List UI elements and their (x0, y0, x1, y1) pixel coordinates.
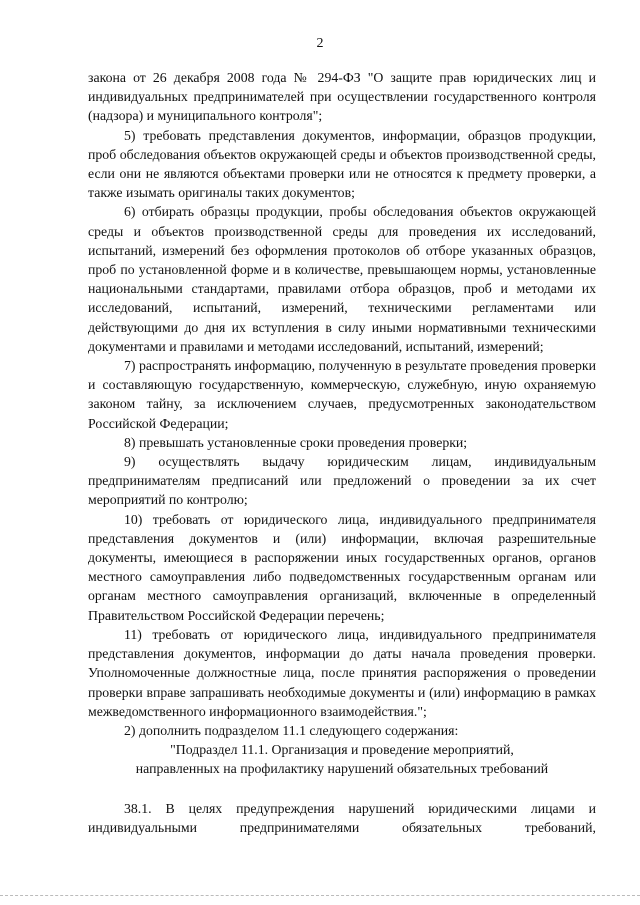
paragraph-item-6: 6) отбирать образцы продукции, пробы обследования объектов окружающей среды и объектов производственной среды для проведения их исследований, испытаний, измерений без оформления протоколов об отборе указанных образцов, проб по установленной форме и в количестве, превышающем нормы, установленные национальными стандартами, правилами отбора образцов, проб и методами их исследований, испытаний, измерений, техническими регламентами или действующими до дня их вступления в силу иными нормативными техническими документами и правилами и методами исследований, испытаний, измерений; (88, 204, 596, 354)
paragraph-item-5: 5) требовать представления документов, информации, образцов продукции, проб обследования объектов окружающей среды и объектов производственной среды, если они не являются объектами проверки или не относятся к предмету проверки, а также изымать оригиналы таких документов; (88, 127, 596, 201)
paragraph-38-1: 38.1. В целях предупреждения нарушений юридическими лицами и индивидуальными предпринимателями обязательных требований, (88, 800, 596, 835)
subsection-heading-line-1: "Подраздел 11.1. Организация и проведение мероприятий, (170, 742, 514, 758)
paragraph-amendment-2: 2) дополнить подразделом 11.1 следующего содержания: (124, 722, 459, 738)
document-body (88, 68, 596, 837)
page-bottom-divider (0, 895, 640, 897)
paragraph-item-11: 11) требовать от юридического лица, индивидуального предпринимателя представления документов, информации до даты начала проведения проверки. Уполномоченные должностные лица, после принятия распоряжения о проведении проверки вправе запрашивать необходимые документы и (или) информацию в рамках межведомственного информационного взаимодействия."; (88, 626, 596, 719)
paragraph-item-10: 10) требовать от юридического лица, индивидуального предпринимателя представления документов и (или) информации, включая разрешительные документы, имеющиеся в распоряжении иных государственных органов, органов местного самоуправления либо подведомственных государственным органам или органам местного самоуправления организаций, включенные в определенный Правительством Российской Федерации перечень; (88, 511, 596, 623)
paragraph-item-9: 9) осуществлять выдачу юридическим лицам, индивидуальным предпринимателям предписаний или предложений о проведении за их счет мероприятий по контролю; (88, 454, 596, 508)
page-number: 2 (316, 36, 324, 51)
paragraph-law-reference: закона от 26 декабря 2008 года № 294-ФЗ "О защите прав юридических лиц и индивидуальных предпринимателей при осуществлении государственного контроля (надзора) и муниципального контроля"; (88, 70, 596, 124)
paragraph-item-7: 7) распространять информацию, полученную в результате проведения проверки и составляющую государственную, коммерческую, служебную, иную охраняемую законом тайну, за исключением случаев, предусмотренных законодательством Российской Федерации; (88, 358, 596, 431)
paragraph-item-8: 8) превышать установленные сроки проведения проверки; (124, 434, 468, 450)
subsection-heading-line-2: направленных на профилактику нарушений обязательных требований (135, 761, 549, 777)
